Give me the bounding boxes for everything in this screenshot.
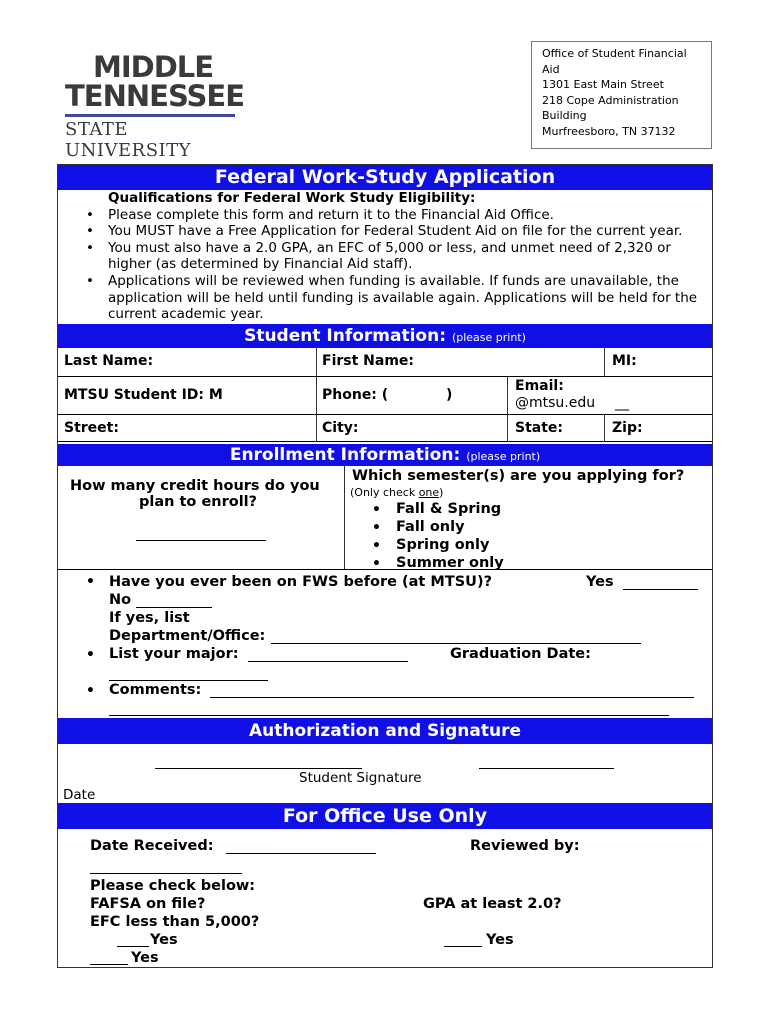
- signature-line: [155, 768, 362, 769]
- bullet: •: [372, 502, 381, 518]
- enrollment-heading: Enrollment Information:: [229, 445, 461, 465]
- department-line: [271, 643, 641, 644]
- fafsa-label: FAFSA on file?: [90, 896, 206, 912]
- bullet: •: [86, 574, 95, 590]
- major-label: List your major:: [109, 646, 239, 662]
- date-received-line: [226, 853, 376, 854]
- qualifications-heading: Qualifications for Federal Work Study Eligibility:: [108, 190, 476, 206]
- gpa-yes-label: Yes: [486, 932, 514, 948]
- qualification-item: • Applications will be reviewed when funding is available. If funds are unavailable, the application will be held until funding is available again. Applications will be held for the current academic year.: [108, 273, 708, 323]
- only-check-note: [350, 486, 443, 499]
- bullet: •: [372, 538, 381, 554]
- grid-vline: [316, 348, 317, 442]
- bullet: •: [372, 556, 381, 572]
- city-label: City:: [322, 420, 359, 436]
- fws-no-line: [136, 607, 212, 608]
- student-signature-label: Student Signature: [299, 770, 422, 786]
- graduation-date-label: Graduation Date:: [450, 646, 591, 662]
- address-line: 218 Cope Administration: [542, 93, 679, 107]
- only-check-suffix: ): [439, 486, 444, 499]
- zip-label: Zip:: [612, 420, 643, 436]
- form-title: Federal Work-Study Application: [214, 166, 556, 188]
- address-line: Building: [542, 109, 587, 123]
- reviewed-by-label: Reviewed by:: [470, 838, 580, 854]
- efc-yes-label: Yes: [131, 950, 159, 966]
- date-line: [479, 768, 614, 769]
- semester-question: Which semester(s) are you applying for?: [352, 468, 685, 484]
- credit-hours-question-1: How many credit hours do you: [70, 478, 320, 494]
- grid-vline: [604, 348, 605, 377]
- gpa-label: GPA at least 2.0?: [423, 896, 562, 912]
- authorization-band: [58, 718, 712, 744]
- semester-option: Summer only: [396, 555, 504, 571]
- email-blank: __: [615, 395, 629, 411]
- bullet: •: [86, 647, 95, 663]
- fws-yes-label: Yes: [586, 574, 614, 590]
- enrollment-band: [58, 444, 712, 466]
- enrollment-bottom-line: [58, 569, 712, 570]
- office-use-band: [58, 803, 712, 829]
- comments-line-2: [109, 715, 669, 716]
- semester-option: Fall & Spring: [396, 501, 502, 517]
- address-line: Murfreesboro, TN 37132: [542, 124, 676, 138]
- last-name-label: Last Name:: [64, 353, 154, 369]
- date-received-label: Date Received:: [90, 838, 214, 854]
- phone-label: Phone: (: [322, 387, 389, 403]
- street-label: Street:: [64, 420, 119, 436]
- bullet: •: [86, 683, 95, 699]
- please-check-label: Please check below:: [90, 878, 256, 894]
- email-domain: @mtsu.edu: [515, 395, 596, 411]
- department-label: Department/Office:: [109, 628, 266, 644]
- grid-line: [58, 376, 712, 377]
- student-info-note: (please print): [451, 331, 526, 344]
- enrollment-divider: [344, 466, 345, 570]
- credit-hours-line: [136, 540, 266, 541]
- qualification-item: • You MUST have a Free Application for Federal Student Aid on file for the current year.: [108, 223, 708, 240]
- qualifications-list: [58, 190, 708, 323]
- authorization-heading: Authorization and Signature: [248, 721, 522, 741]
- enrollment-note: (please print): [466, 450, 541, 463]
- comments-label: Comments:: [109, 682, 202, 698]
- major-line: [248, 661, 408, 662]
- student-info-band: [58, 324, 712, 348]
- logo-bar: [65, 114, 235, 117]
- graduation-date-line: [109, 680, 268, 681]
- email-label: Email:: [515, 378, 564, 394]
- only-check-one: one: [418, 486, 440, 499]
- university-logo: [53, 46, 245, 161]
- fws-question: Have you ever been on FWS before (at MTSU)?: [109, 574, 492, 590]
- grid-line: [58, 441, 712, 442]
- office-use-heading: For Office Use Only: [282, 805, 488, 827]
- address-line: Aid: [542, 62, 560, 76]
- student-info-heading: Student Information:: [244, 326, 447, 346]
- office-address-box: [531, 41, 712, 149]
- fafsa-yes-label: Yes: [150, 932, 178, 948]
- form-title-band: [58, 165, 712, 190]
- efc-yes-line: [90, 964, 128, 965]
- date-label: Date: [63, 787, 96, 803]
- student-id-label: MTSU Student ID: M: [64, 387, 223, 403]
- fafsa-yes-line: [117, 946, 149, 947]
- address-line: 1301 East Main Street: [542, 78, 664, 92]
- fws-yes-line: [623, 589, 698, 590]
- grid-line: [58, 414, 712, 415]
- fws-if-yes: If yes, list: [109, 610, 190, 626]
- address-line: Office of Student Financial: [542, 47, 687, 60]
- logo-line-middle: MIDDLE: [93, 50, 214, 84]
- semester-option: Spring only: [396, 537, 490, 553]
- gpa-yes-line: [444, 946, 482, 947]
- semester-option: Fall only: [396, 519, 465, 535]
- qualification-item: • Please complete this form and return it to the Financial Aid Office.: [108, 207, 708, 224]
- only-check-prefix: (Only check: [350, 486, 419, 499]
- fws-no-label: No: [109, 592, 132, 608]
- efc-label: EFC less than 5,000?: [90, 914, 260, 930]
- logo-line-state-university: STATE UNIVERSITY: [65, 119, 192, 161]
- bullet: •: [372, 520, 381, 536]
- reviewed-by-line: [90, 873, 242, 874]
- credit-hours-question-2: plan to enroll?: [139, 494, 258, 510]
- mi-label: MI:: [612, 353, 637, 369]
- grid-vline: [507, 376, 508, 442]
- qualification-item: • You must also have a 2.0 GPA, an EFC of 5,000 or less, and unmet need of 2,320 or higher (as determined by Financial Aid staff).: [108, 240, 708, 273]
- logo-line-tennessee: TENNESSEE: [65, 79, 245, 113]
- grid-vline: [604, 414, 605, 442]
- phone-close-paren: ): [446, 387, 453, 403]
- comments-line: [210, 697, 694, 698]
- state-label: State:: [515, 420, 564, 436]
- first-name-label: First Name:: [322, 353, 415, 369]
